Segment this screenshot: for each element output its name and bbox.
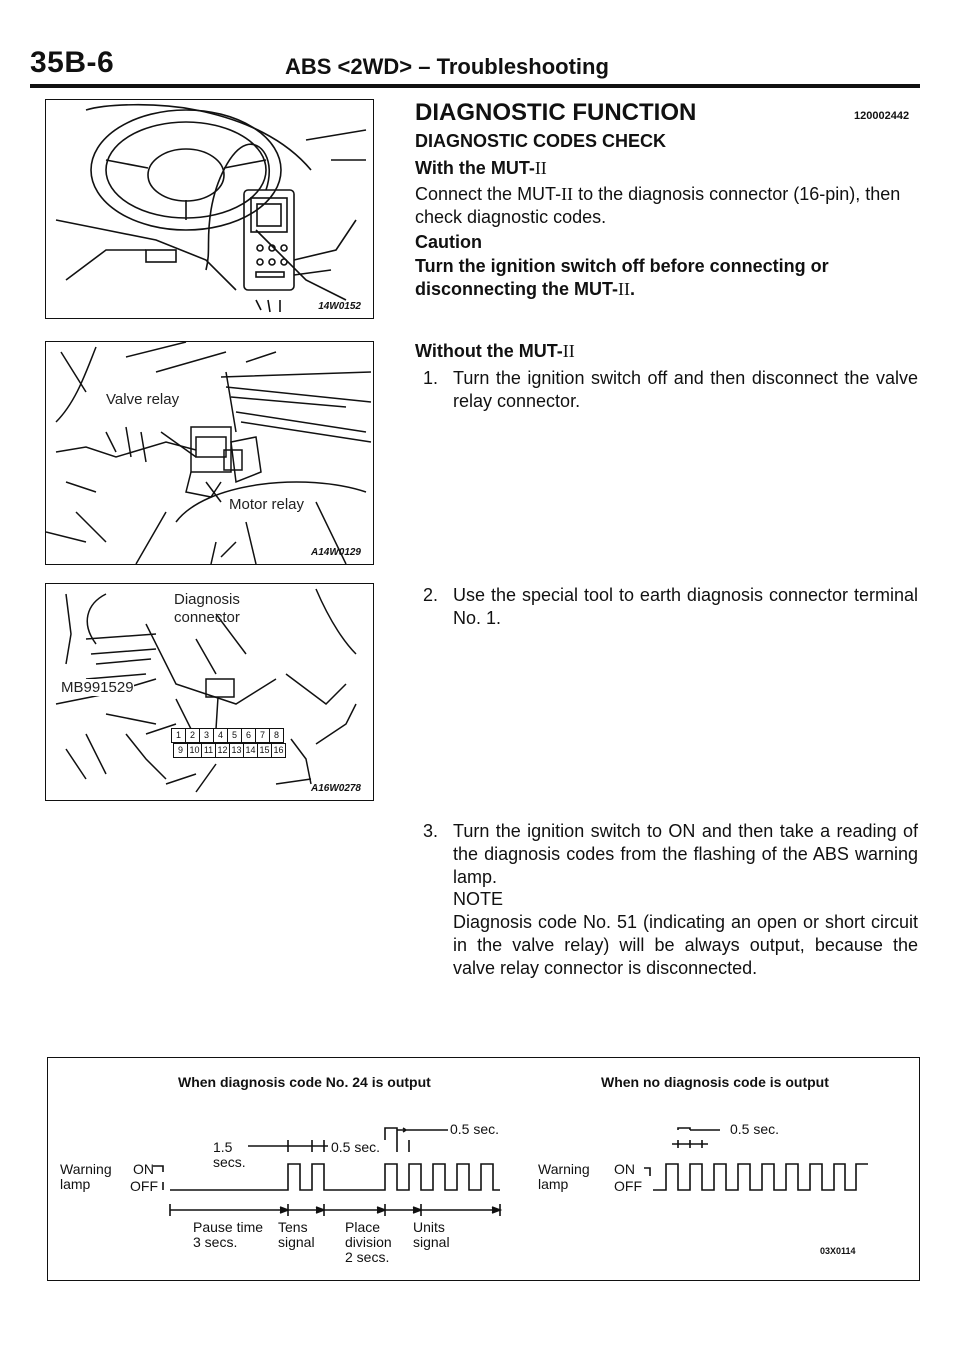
caution-text <box>415 255 920 301</box>
diagnosis-connector-label-1: Diagnosis <box>174 591 240 608</box>
connector-pin-1: 1 <box>171 728 186 743</box>
tool-number-label: MB991529 <box>61 679 134 696</box>
interval-label <box>213 1140 246 1170</box>
step-number: 1. <box>423 368 439 388</box>
connector-pin-14: 14 <box>243 743 258 758</box>
connector-pin-11: 11 <box>201 743 216 758</box>
caution-prefix: Turn the ignition switch off before connecting or disconnecting the MUT- <box>415 256 829 299</box>
figure-code: A14W0129 <box>310 547 361 558</box>
mut-roman-numeral: II <box>618 279 631 299</box>
connector-pin-row-bottom <box>173 743 285 758</box>
connector-pin-15: 15 <box>257 743 272 758</box>
timing-right-title: When no diagnosis code is output <box>601 1074 829 1090</box>
connector-pin-16: 16 <box>271 743 286 758</box>
caution-suffix: . <box>630 279 636 299</box>
steering-wheel-illustration <box>46 100 373 318</box>
subsection-title: DIAGNOSTIC CODES CHECK <box>415 131 667 151</box>
warning-label-line-2: lamp <box>538 1176 569 1192</box>
off-label: OFF <box>130 1178 158 1194</box>
without-mut-heading <box>415 341 575 362</box>
connect-prefix: Connect the MUT- <box>415 184 562 204</box>
pause-line-1: Pause time <box>193 1219 264 1235</box>
timing-left-title: When diagnosis code No. 24 is output <box>178 1074 431 1090</box>
figure-mut-connection <box>45 99 374 319</box>
page-title: ABS <2WD> – Troubleshooting <box>285 54 609 79</box>
place-label <box>345 1220 392 1265</box>
timing-waveforms <box>48 1058 919 1280</box>
gap-label: 0.5 sec. <box>331 1139 381 1155</box>
connector-pin-13: 13 <box>229 743 244 758</box>
units-line-1: Units <box>413 1219 445 1235</box>
connector-pin-6: 6 <box>241 728 256 743</box>
pause-line-2: 3 secs. <box>193 1234 238 1250</box>
figure-relays <box>45 341 374 565</box>
units-label <box>413 1220 450 1250</box>
connect-instruction <box>415 183 918 229</box>
step-number: 3. <box>423 821 439 841</box>
connector-pin-4: 4 <box>213 728 228 743</box>
connector-pin-5: 5 <box>227 728 242 743</box>
on-tick <box>153 1166 163 1172</box>
waveform-no-code <box>653 1164 868 1190</box>
pause-label <box>193 1220 263 1250</box>
motor-relay-label: Motor relay <box>229 496 305 513</box>
mut-roman-numeral: II <box>534 158 547 178</box>
step-text: Turn the ignition switch off and then disconnect the valve relay connector. <box>453 368 918 411</box>
timing-diagram-box <box>47 1057 920 1281</box>
figure-code: 14W0152 <box>318 301 361 312</box>
tens-line-1: Tens <box>278 1219 308 1235</box>
tens-line-2: signal <box>278 1234 315 1250</box>
right-off-label: OFF <box>614 1178 642 1194</box>
figure-code: 03X0114 <box>820 1246 856 1256</box>
connector-pin-9: 9 <box>173 743 188 758</box>
section-title: DIAGNOSTIC FUNCTION <box>415 99 697 126</box>
diagnosis-connector-label-2: connector <box>174 609 240 626</box>
header-rule <box>30 84 920 88</box>
figure-diagnosis-connector <box>45 583 374 801</box>
interval-line-2: secs. <box>213 1154 246 1170</box>
connector-pin-7: 7 <box>255 728 270 743</box>
with-mut-heading <box>415 158 547 179</box>
without-mut-text: Without the MUT- <box>415 341 563 361</box>
right-warning-lamp-label <box>538 1162 590 1192</box>
interval-line-1: 1.5 <box>213 1139 233 1155</box>
connector-pin-8: 8 <box>269 728 284 743</box>
warning-label-line-1: Warning <box>60 1161 112 1177</box>
step-text: Use the special tool to earth diagnosis connector terminal No. 1. <box>453 585 918 628</box>
right-pulse-label: 0.5 sec. <box>730 1121 780 1137</box>
units-line-2: signal <box>413 1234 450 1250</box>
mut-roman-numeral: II <box>562 341 575 361</box>
step-text: Turn the ignition switch to ON and then take a reading of the diagnosis codes from the flashing of the ABS warning lamp. <box>453 821 918 887</box>
connect-rest: to the diagnosis connector (16-pin), then check diagnostic codes. <box>415 184 901 227</box>
warning-label-line-1: Warning <box>538 1161 590 1177</box>
warning-label-line-2: lamp <box>60 1176 91 1192</box>
connector-pin-12: 12 <box>215 743 230 758</box>
connector-pin-3: 3 <box>199 728 214 743</box>
place-line-1: Place <box>345 1219 381 1235</box>
mut-roman-numeral: II <box>561 184 574 204</box>
page-number: 35B-6 <box>30 46 115 79</box>
connector-pin-row-top <box>171 728 283 743</box>
note-text: Diagnosis code No. 51 (indicating an open or short circuit in the valve relay) will be always output, because the valve relay connector is disconnected. <box>453 912 918 978</box>
dimension-line-top <box>248 1140 409 1152</box>
section-id: 120002442 <box>854 110 910 122</box>
valve-relay-label: Valve relay <box>106 391 180 408</box>
tens-label <box>278 1220 315 1250</box>
pulse-width-label: 0.5 sec. <box>450 1121 500 1137</box>
caution-title: Caution <box>415 232 482 252</box>
connector-pin-2: 2 <box>185 728 200 743</box>
with-mut-text: With the MUT- <box>415 158 535 178</box>
warning-lamp-label <box>60 1162 112 1192</box>
right-on-label: ON <box>614 1161 635 1177</box>
step-number: 2. <box>423 585 439 605</box>
place-line-2: division <box>345 1234 392 1250</box>
on-label: ON <box>133 1161 154 1177</box>
connector-pin-10: 10 <box>187 743 202 758</box>
note-title: NOTE <box>453 889 504 909</box>
figure-code: A16W0278 <box>310 783 361 794</box>
relay-box-illustration <box>46 342 373 564</box>
dimension-line-bottom <box>170 1204 500 1216</box>
place-line-3: 2 secs. <box>345 1249 390 1265</box>
